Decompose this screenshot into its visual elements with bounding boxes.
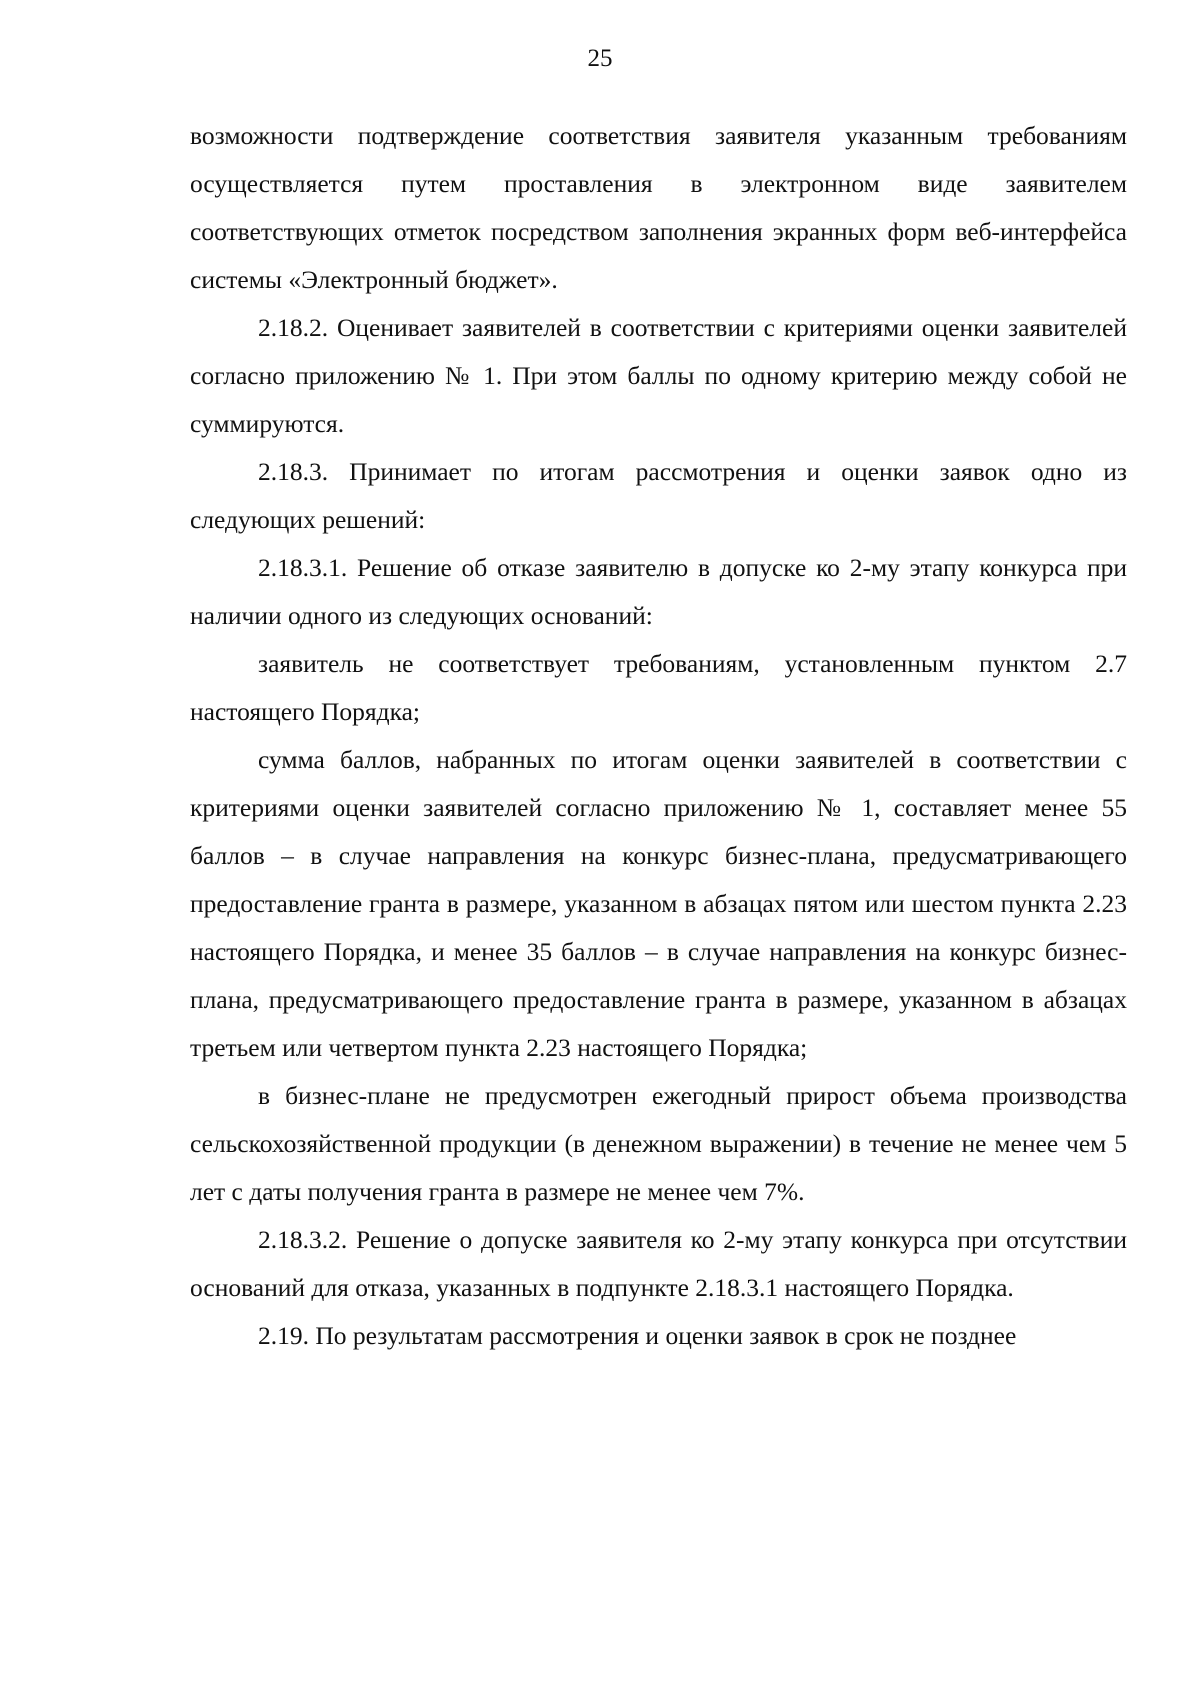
paragraph-2-18-3: 2.18.3. Принимает по итогам рассмотрения и оценки заявок одно из следующих решений: bbox=[190, 457, 1127, 534]
paragraph-2-18-3-1: 2.18.3.1. Решение об отказе заявителю в допуске ко 2-му этапу конкурса при наличии одного из следующих оснований: bbox=[190, 553, 1127, 630]
document-body bbox=[190, 112, 1127, 1360]
page-number: 25 bbox=[587, 45, 613, 72]
paragraph-2-18-2: 2.18.2. Оценивает заявителей в соответствии с критериями оценки заявителей согласно приложению № 1. При этом баллы по одному критерию между собой не суммируются. bbox=[190, 313, 1127, 438]
paragraph-reason-requirements: заявитель не соответствует требованиям, установленным пунктом 2.7 настоящего Порядка; bbox=[190, 649, 1127, 726]
paragraph-2-18-3-2: 2.18.3.2. Решение о допуске заявителя ко 2-му этапу конкурса при отсутствии оснований для отказа, указанных в подпункте 2.18.3.1 настоящего Порядка. bbox=[190, 1225, 1127, 1302]
paragraph-continuation: возможности подтверждение соответствия заявителя указанным требованиям осуществляется путем проставления в электронном виде заявителем соответствующих отметок посредством заполнения экранных форм веб-интерфейса системы «Электронный бюджет». bbox=[190, 121, 1127, 294]
paragraph-reason-growth: в бизнес-плане не предусмотрен ежегодный прирост объема производства сельскохозяйственной продукции (в денежном выражении) в течение не менее чем 5 лет с даты получения гранта в размере не менее чем 7%. bbox=[190, 1081, 1127, 1206]
paragraph-reason-score: сумма баллов, набранных по итогам оценки заявителей в соответствии с критериями оценки заявителей согласно приложению № 1, составляет менее 55 баллов – в случае направления на конкурс бизнес-плана, предусматривающего предоставление гранта в размере, указанном в абзацах пятом или шестом пункта 2.23 настоящего Порядка, и менее 35 баллов – в случае направления на конкурс бизнес-плана, предусматривающего предоставление гранта в размере, указанном в абзацах третьем или четвертом пункта 2.23 настоящего Порядка; bbox=[190, 745, 1127, 1062]
paragraph-2-19: 2.19. По результатам рассмотрения и оценки заявок в срок не позднее bbox=[258, 1321, 1017, 1350]
